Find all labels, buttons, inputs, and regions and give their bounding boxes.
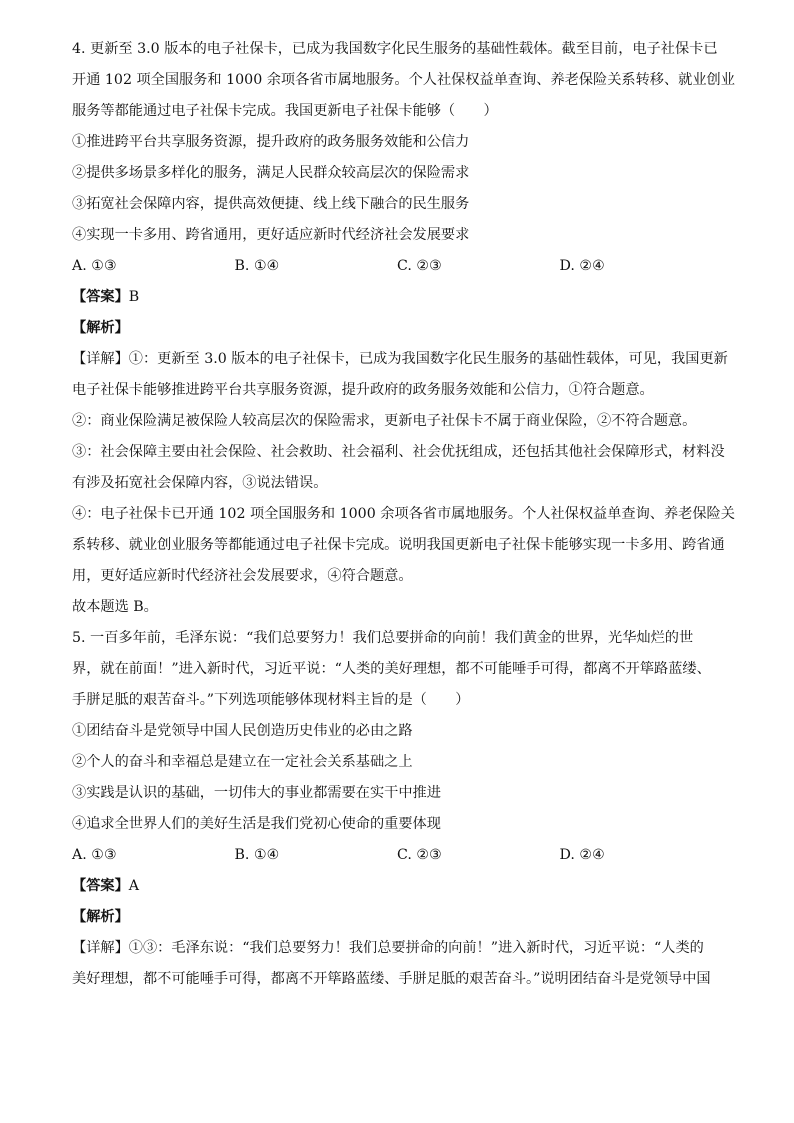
detail-line: 故本题选 B。 <box>72 599 158 615</box>
answer-line <box>72 282 722 313</box>
analysis-line <box>72 902 722 933</box>
statement-item: ②提供多场景多样化的服务，满足人民群众较高层次的保险需求 <box>72 165 470 181</box>
detail-line: 【详解】①：更新至 3.0 版本的电子社保卡，已成为我国数字化民生服务的基础性载体，可见，我国更新 <box>72 351 728 367</box>
question-stem-line: 4. 更新至 3.0 版本的电子社保卡，已成为我国数字化民生服务的基础性载体。截至目前，电子社保卡已 <box>72 41 718 57</box>
analysis-label: 【解析】 <box>72 909 129 925</box>
detail-line: 电子社保卡能够推进跨平台共享服务资源，提升政府的政务服务效能和公信力，①符合题意。 <box>72 382 654 398</box>
detail-line: 系转移、就业创业服务等都能通过电子社保卡完成。说明我国更新电子社保卡能够实现一卡多用、跨省通 <box>72 537 725 553</box>
option-d: D. ②④ <box>559 258 605 274</box>
detail-line: 用，更好适应新时代经济社会发展要求，④符合题意。 <box>72 568 413 584</box>
detail-line: ④：电子社保卡已开通 102 项全国服务和 1000 余项各省市属地服务。个人社保权益单查询、养老保险关 <box>72 506 735 522</box>
detail-line: 有涉及拓宽社会保障内容，③说法错误。 <box>72 475 328 491</box>
option-c: C. ②③ <box>397 847 442 863</box>
question-5 <box>72 623 722 995</box>
answer-label: 【答案】 <box>72 289 129 305</box>
statement-item: ①团结奋斗是党领导中国人民创造历史伟业的必由之路 <box>72 723 413 739</box>
statement-item: ③拓宽社会保障内容，提供高效便捷、线上线下融合的民生服务 <box>72 196 470 212</box>
question-stem-line: 开通 102 项全国服务和 1000 余项各省市属地服务。个人社保权益单查询、养老保险关系转移、就业创业 <box>72 72 735 88</box>
detail-line: 美好理想，都不可能唾手可得，都离不开筚路蓝缕、手胼足胝的艰苦奋斗。”说明团结奋斗是党领导中国 <box>72 971 711 987</box>
option-a: A. ①③ <box>72 847 117 863</box>
option-a: A. ①③ <box>72 258 117 274</box>
option-c: C. ②③ <box>397 258 442 274</box>
option-d: D. ②④ <box>559 847 605 863</box>
answer-options <box>72 840 722 871</box>
statement-item: ③实践是认识的基础，一切伟大的事业都需要在实干中推进 <box>72 785 441 801</box>
detail-line: ③：社会保障主要由社会保险、社会救助、社会福利、社会优抚组成，还包括其他社会保障形式，材料没 <box>72 444 725 460</box>
option-b: B. ①④ <box>234 847 280 863</box>
statement-item: ①推进跨平台共享服务资源，提升政府的政务服务效能和公信力 <box>72 134 470 150</box>
detail-line: 【详解】①③：毛泽东说：“我们总要努力！我们总要拼命的向前！”进入新时代，习近平说：“人类的 <box>72 940 704 956</box>
document-page <box>72 34 735 995</box>
answer-value: B <box>128 289 140 305</box>
question-4 <box>72 34 735 623</box>
statement-item: ④实现一卡多用、跨省通用，更好适应新时代经济社会发展要求 <box>72 227 470 243</box>
question-stem-line: 5. 一百多年前，毛泽东说：“我们总要努力！我们总要拼命的向前！我们黄金的世界，光华灿烂的世 <box>72 630 694 646</box>
statement-item: ④追求全世界人们的美好生活是我们党初心使命的重要体现 <box>72 816 441 832</box>
answer-line <box>72 871 722 902</box>
detail-line: ②：商业保险满足被保险人较高层次的保险需求，更新电子社保卡不属于商业保险，②不符合题意。 <box>72 413 697 429</box>
option-b: B. ①④ <box>234 258 280 274</box>
answer-value: A <box>128 878 140 894</box>
analysis-label: 【解析】 <box>72 320 129 336</box>
question-stem-line: 服务等都能通过电子社保卡完成。我国更新电子社保卡能够（ ） <box>72 103 498 119</box>
statement-item: ②个人的奋斗和幸福总是建立在一定社会关系基础之上 <box>72 754 413 770</box>
question-stem-line: 手胼足胝的艰苦奋斗。”下列选项能够体现材料主旨的是（ ） <box>72 692 470 708</box>
question-stem-line: 界，就在前面！”进入新时代，习近平说：“人类的美好理想，都不可能唾手可得，都离不开筚路蓝缕、 <box>72 661 711 677</box>
analysis-line <box>72 313 722 344</box>
answer-label: 【答案】 <box>72 878 129 894</box>
answer-options <box>72 251 722 282</box>
